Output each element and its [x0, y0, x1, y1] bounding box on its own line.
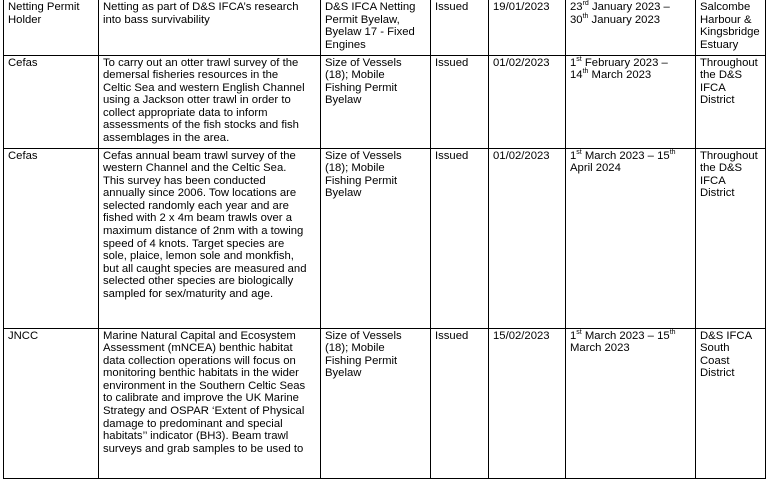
table-row — [4, 148, 766, 328]
period-cell: 1st February 2023 – 14th March 2023 — [566, 55, 696, 148]
status-cell: Issued — [431, 55, 489, 148]
byelaw-cell: Size of Vessels (18); Mobile Fishing Permit Byelaw — [321, 55, 431, 148]
purpose-cell: Cefas annual beam trawl survey of the western Channel and the Celtic Sea. This survey has been conducted annually since 2006. Tow locations are selected randomly each year and are fished with 2 x 4m beam trawls over a maximum distance of 2nm with a towing speed of 4 knots. Target species are sole, plaice, lemon sole and monkfish, but all caught species are measured and selected other species are biologically sampled for sex/maturity and age. — [99, 148, 321, 328]
date-issued-cell: 01/02/2023 — [489, 148, 566, 328]
purpose-cell: Netting as part of D&S IFCA’s research into bass survivability — [99, 0, 321, 55]
date-issued-cell: 19/01/2023 — [489, 0, 566, 55]
date-issued-cell: 15/02/2023 — [489, 328, 566, 478]
location-cell: Throughout the D&S IFCA District — [696, 55, 766, 148]
location-cell: Throughout the D&S IFCA District — [696, 148, 766, 328]
period-cell: 1st March 2023 – 15th March 2023 — [566, 328, 696, 478]
status-cell: Issued — [431, 148, 489, 328]
location-cell: Salcombe Harbour & Kingsbridge Estuary — [696, 0, 766, 55]
permit-holder-cell: Cefas — [4, 55, 99, 148]
permit-holder-cell: Cefas — [4, 148, 99, 328]
purpose-cell: To carry out an otter trawl survey of the demersal fisheries resources in the Celtic Sea and western English Channel using a Jackson otter trawl in order to collect appropriate data to inform assessments of the fish stocks and fish assemblages in the area. — [99, 55, 321, 148]
date-issued-cell: 01/02/2023 — [489, 55, 566, 148]
table-row — [4, 328, 766, 478]
period-cell: 23rd January 2023 – 30th January 2023 — [566, 0, 696, 55]
period-cell: 1st March 2023 – 15th April 2024 — [566, 148, 696, 328]
status-cell: Issued — [431, 328, 489, 478]
status-cell: Issued — [431, 0, 489, 55]
byelaw-cell: Size of Vessels (18); Mobile Fishing Permit Byelaw — [321, 148, 431, 328]
permit-holder-cell: Netting Permit Holder — [4, 0, 99, 55]
permits-table — [3, 0, 766, 479]
byelaw-cell: D&S IFCA Netting Permit Byelaw, Byelaw 17 - Fixed Engines — [321, 0, 431, 55]
purpose-cell: Marine Natural Capital and Ecosystem Assessment (mNCEA) benthic habitat data collection operations will focus on monitoring benthic habitats in the wider environment in the Southern Celtic Seas to calibrate and improve the UK Marine Strategy and OSPAR ‘Extent of Physical damage to predominant and special habitats’’ indicator (BH3). Beam trawl surveys and grab samples to be used to — [99, 328, 321, 478]
permit-holder-cell: JNCC — [4, 328, 99, 478]
table-row — [4, 0, 766, 55]
table-row — [4, 55, 766, 148]
location-cell: D&S IFCA South Coast District — [696, 328, 766, 478]
byelaw-cell: Size of Vessels (18); Mobile Fishing Permit Byelaw — [321, 328, 431, 478]
